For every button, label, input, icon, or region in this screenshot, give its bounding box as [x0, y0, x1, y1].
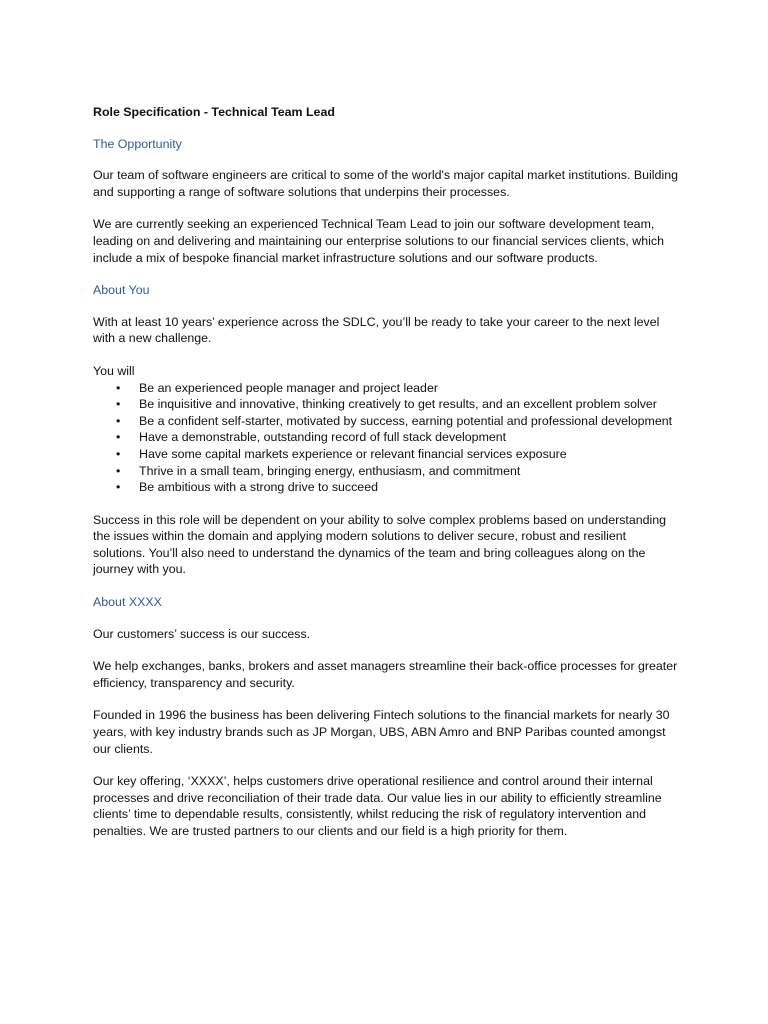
list-lead: You will [93, 363, 135, 378]
list-item-text: Be a confident self-starter, motivated by success, earning potential and professional development [139, 413, 673, 428]
requirements-list [93, 380, 678, 496]
list-item-text: Be inquisitive and innovative, thinking creatively to get results, and an excellent problem solver [139, 397, 657, 412]
list-item [116, 446, 678, 463]
paragraph: Our key offering, ‘XXXX’, helps customers drive operational resilience and control around their internal processes and drive reconciliation of their trade data. Our value lies in our ability to efficiently streamline clients’ time to dependable results, consistently, whilst reducing the risk of regulatory intervention and penalties. We are trusted partners to our clients and our field is a high priority for them. [93, 774, 662, 838]
paragraph: Success in this role will be dependent on your ability to solve complex problems based on understanding the issues within the domain and applying modern solutions to deliver secure, robust and resilient solutions. You’ll also need to understand the dynamics of the team and bring colleagues along on the journey with you. [93, 512, 667, 577]
list-item [116, 413, 678, 430]
section-heading-opportunity: The Opportunity [93, 136, 182, 151]
bullet-icon: • [116, 397, 121, 412]
list-item-text: Have some capital markets experience or relevant financial services exposure [139, 446, 567, 461]
paragraph: We are currently seeking an experienced Technical Team Lead to join our software development team, leading on and delivering and maintaining our enterprise solutions to our financial services clients, which include a mix of bespoke financial market infrastructure solutions and our software products. [93, 217, 664, 265]
document-page [93, 104, 678, 856]
paragraph: Founded in 1996 the business has been delivering Fintech solutions to the financial markets for nearly 30 years, with key industry brands such as JP Morgan, UBS, ABN Amro and BNP Paribas counted amongst our clients. [93, 708, 670, 756]
paragraph: With at least 10 years’ experience across the SDLC, you’ll be ready to take your career to the next level with a new challenge. [93, 314, 660, 346]
list-item [116, 396, 678, 413]
section-heading-about-company: About XXXX [93, 595, 162, 610]
list-item-text: Thrive in a small team, bringing energy, enthusiasm, and commitment [139, 463, 521, 478]
list-item-text: Be an experienced people manager and project leader [139, 380, 438, 395]
paragraph: Our team of software engineers are critical to some of the world's major capital market institutions. Building and supporting a range of software solutions that underpins their processes. [93, 168, 678, 199]
list-item [116, 429, 678, 446]
list-item [116, 463, 678, 480]
list-item-text: Be ambitious with a strong drive to succeed [139, 480, 378, 495]
bullet-icon: • [116, 446, 121, 461]
bullet-icon: • [116, 413, 121, 428]
section-heading-about-you: About You [93, 283, 150, 298]
bullet-icon: • [116, 463, 121, 478]
bullet-icon: • [116, 480, 121, 495]
paragraph: We help exchanges, banks, brokers and asset managers streamline their back-office processes for greater efficiency, transparency and security. [93, 659, 678, 690]
list-item [116, 479, 678, 496]
list-item-text: Have a demonstrable, outstanding record of full stack development [139, 430, 507, 445]
bullet-icon: • [116, 380, 121, 395]
paragraph: Our customers’ success is our success. [93, 626, 311, 641]
document-title: Role Specification - Technical Team Lead [93, 105, 335, 119]
list-item [116, 380, 678, 397]
bullet-icon: • [116, 430, 121, 445]
